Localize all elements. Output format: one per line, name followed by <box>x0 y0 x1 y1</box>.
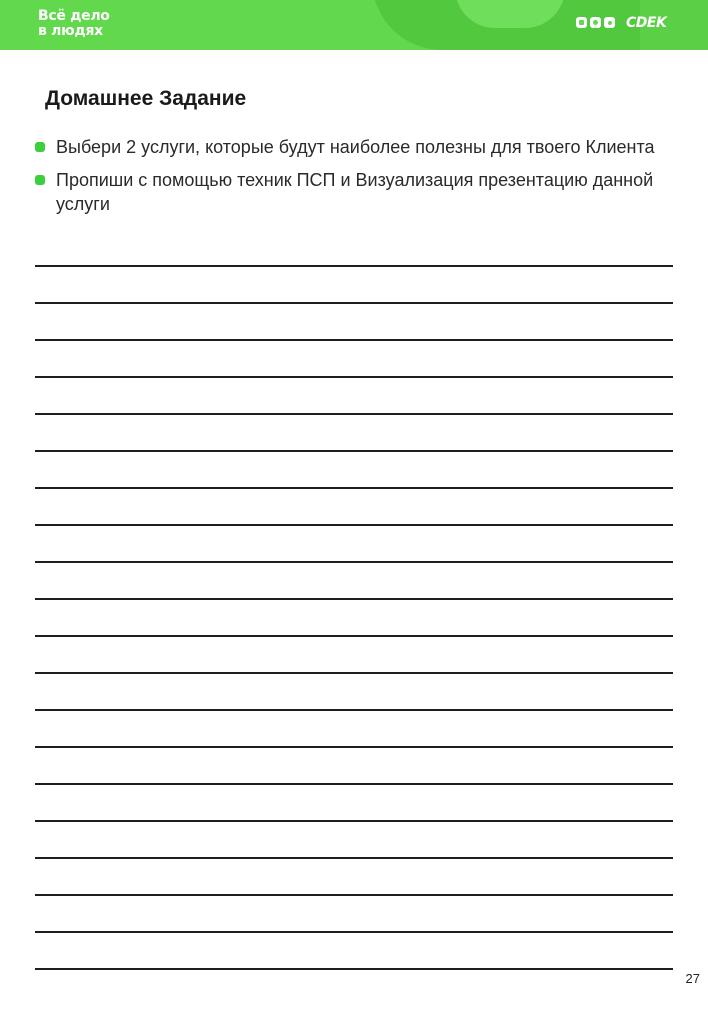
bullet-icon <box>35 175 45 185</box>
vk-icon <box>576 17 587 28</box>
list-item <box>34 135 674 159</box>
writing-line <box>35 672 673 709</box>
writing-line <box>35 302 673 339</box>
writing-line <box>35 783 673 820</box>
writing-line <box>35 709 673 746</box>
writing-line <box>35 598 673 635</box>
task-list <box>34 135 674 225</box>
writing-line <box>35 635 673 672</box>
slogan-line: Всё дело <box>38 8 110 24</box>
social-icons <box>576 17 615 28</box>
writing-line <box>35 820 673 857</box>
header-band <box>0 0 708 50</box>
page-number: 27 <box>685 971 700 986</box>
writing-lines <box>35 265 673 970</box>
task-text: Пропиши с помощью техник ПСП и Визуализация презентацию данной услуги <box>56 170 654 214</box>
writing-line <box>35 265 673 302</box>
writing-line <box>35 413 673 450</box>
ok-icon <box>604 17 615 28</box>
writing-line <box>35 339 673 376</box>
writing-line <box>35 450 673 487</box>
writing-line <box>35 857 673 894</box>
slogan <box>38 9 110 39</box>
telegram-icon <box>590 17 601 28</box>
writing-line <box>35 746 673 783</box>
writing-line <box>35 931 673 968</box>
writing-line <box>35 376 673 413</box>
cdek-logo: CDEK <box>626 15 667 31</box>
writing-line <box>35 487 673 524</box>
writing-line <box>35 561 673 598</box>
list-item <box>34 168 674 216</box>
writing-line <box>35 524 673 561</box>
writing-line <box>35 968 673 970</box>
writing-line <box>35 894 673 931</box>
page-title: Домашнее Задание <box>45 87 247 110</box>
bullet-icon <box>35 142 45 152</box>
task-text: Выбери 2 услуги, которые будут наиболее полезны для твоего Клиента <box>56 137 655 157</box>
slogan-line: в людях <box>38 23 103 39</box>
